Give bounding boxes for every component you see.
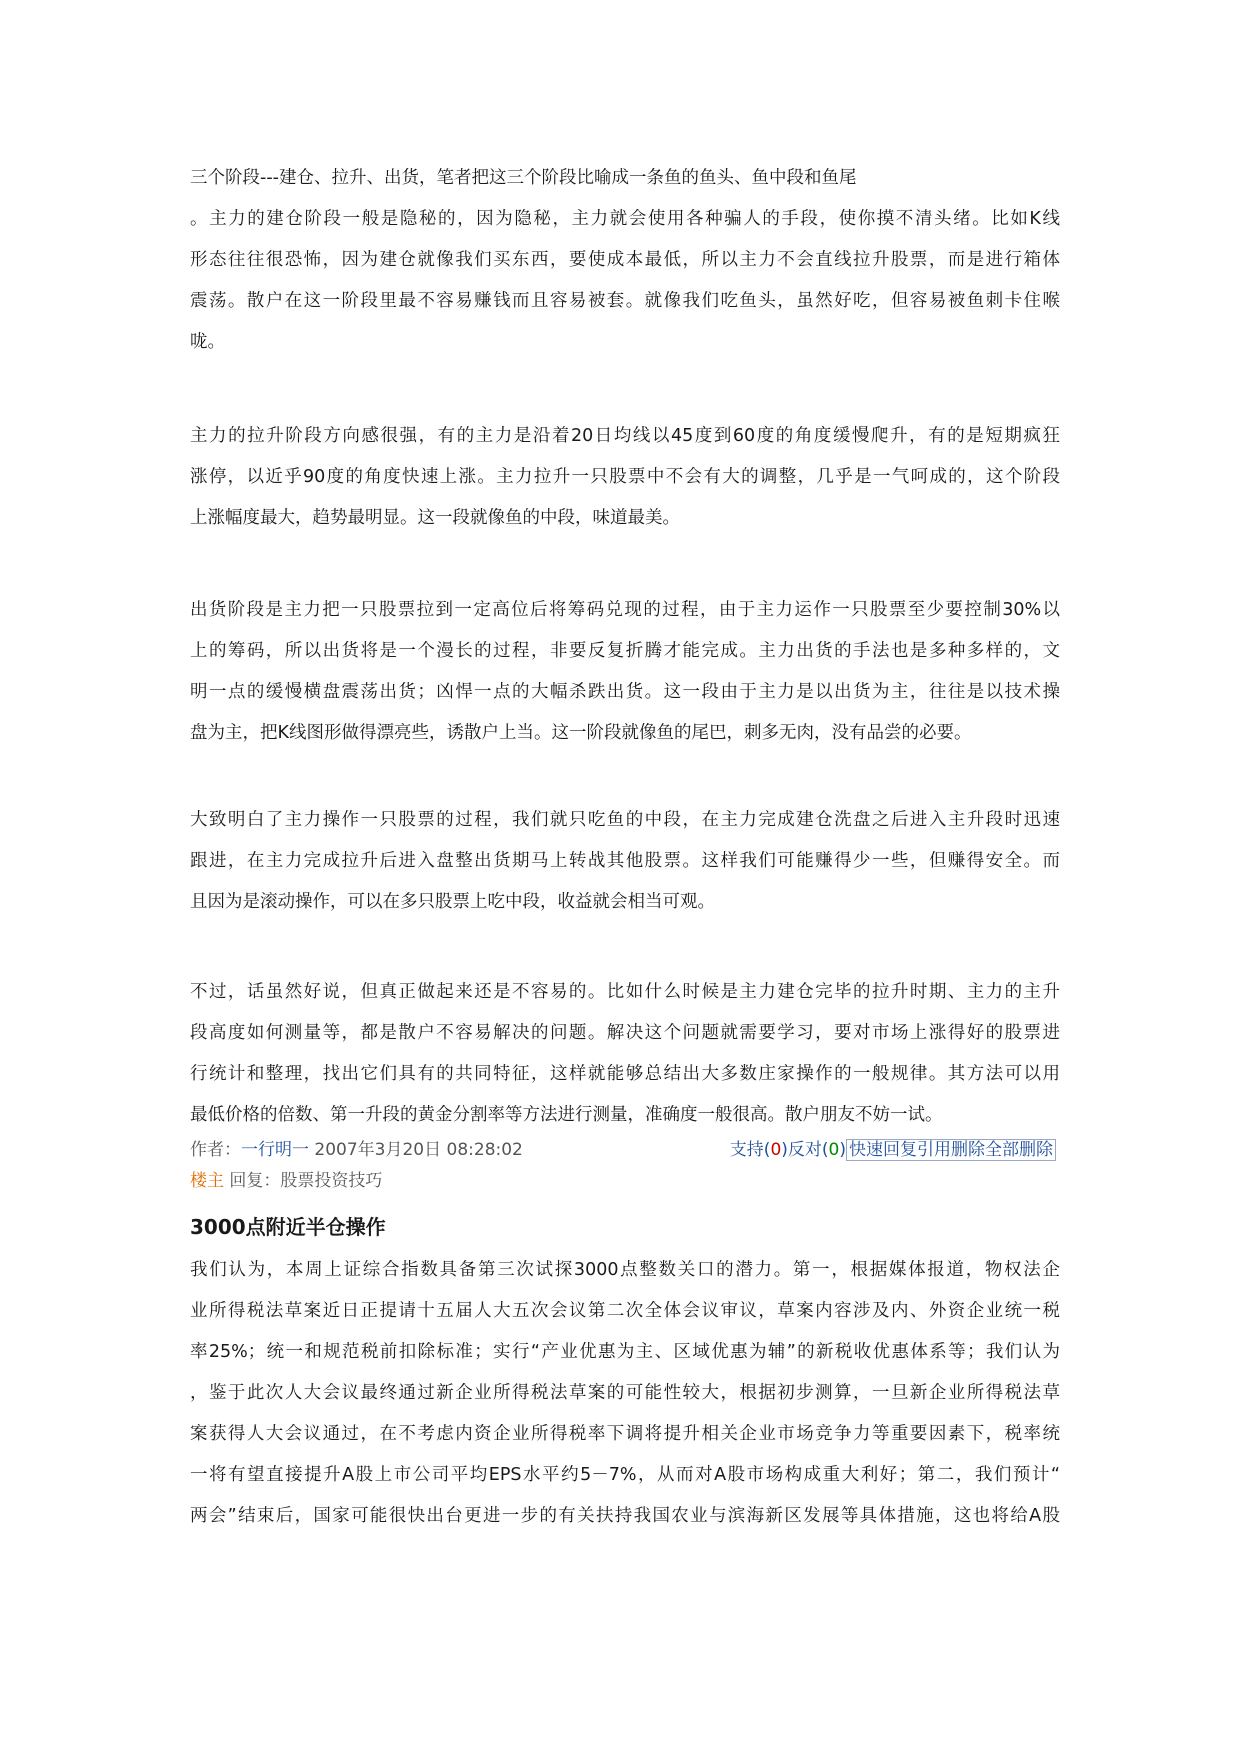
paragraph-conclusion bbox=[190, 972, 1060, 1136]
text-line: 业所得税法草案近日正提请十五届人大五次会议第二次全体会议审议，草案内容涉及内、外资企业统一税 bbox=[190, 1301, 1060, 1321]
quick-reply-link[interactable]: 快速回复 bbox=[849, 1140, 917, 1160]
text-line: 大致明白了主力操作一只股票的过程，我们就只吃鱼的中段，在主力完成建仓洗盘之后进入主升段时迅速 bbox=[190, 810, 1060, 830]
section-title: 3000点附近半仓操作 bbox=[190, 1215, 386, 1239]
text-line: 震荡。散户在这一阶段里最不容易赚钱而且容易被套。就像我们吃鱼头，虽然好吃，但容易被鱼刺卡住喉 bbox=[190, 291, 1060, 311]
reply-line bbox=[190, 1167, 1060, 1195]
reply-title: 回复：股票投资技巧 bbox=[224, 1171, 383, 1191]
post-action-buttons bbox=[846, 1139, 1056, 1161]
floor-label: 楼主 bbox=[190, 1171, 224, 1191]
text-line: 率25%；统一和规范税前扣除标准；实行“产业优惠为主、区域优惠为辅”的新税收优惠体系等；我们认为 bbox=[190, 1342, 1060, 1362]
text-line: 行统计和整理，找出它们具有的共同特征，这样就能够总结出大多数庄家操作的一般规律。其方法可以用 bbox=[190, 1064, 1060, 1084]
paragraph-strategy bbox=[190, 800, 1060, 923]
support-link[interactable]: 支持( bbox=[729, 1140, 771, 1160]
text-line: 我们认为，本周上证综合指数具备第三次试探3000点整数关口的潜力。第一，根据媒体报道，物权法企 bbox=[190, 1260, 1060, 1280]
post-actions bbox=[730, 1136, 1056, 1164]
author-link[interactable]: 一行明一 bbox=[241, 1140, 309, 1160]
quote-link[interactable]: 引用 bbox=[917, 1140, 951, 1160]
text-line: 且因为是滚动操作，可以在多只股票上吃中段，收益就会相当可观。 bbox=[190, 892, 715, 912]
text-line: 形态往往很恐怖，因为建仓就像我们买东西，要使成本最低，所以主力不会直线拉升股票，而是进行箱体 bbox=[190, 250, 1060, 270]
support-count: 0 bbox=[770, 1140, 782, 1160]
section-body bbox=[190, 1250, 1060, 1537]
text-line: 上涨幅度最大，趋势最明显。这一段就像鱼的中段，味道最美。 bbox=[190, 508, 680, 528]
text-line: 主力的拉升阶段方向感很强，有的主力是沿着20日均线以45度到60度的角度缓慢爬升，有的是短期疯狂 bbox=[190, 426, 1060, 446]
text-line: 咙。 bbox=[190, 332, 225, 352]
text-line: ，鉴于此次人大会议最终通过新企业所得税法草案的可能性较大，根据初步测算，一旦新企业所得税法草 bbox=[190, 1383, 1060, 1403]
oppose-link[interactable]: )反对( bbox=[781, 1140, 829, 1160]
post-meta-bar bbox=[190, 1136, 1060, 1164]
text-line: 。主力的建仓阶段一般是隐秘的，因为隐秘，主力就会使用各种骗人的手段，使你摸不清头绪。比如K线 bbox=[190, 209, 1060, 229]
author-label: 作者： bbox=[190, 1140, 241, 1160]
text-line: 三个阶段---建仓、拉升、出货，笔者把这三个阶段比喻成一条鱼的鱼头、鱼中段和鱼尾 bbox=[190, 168, 857, 188]
paragraph-rise-phase bbox=[190, 416, 1060, 539]
text-line: 案获得人大会议通过，在不考虑内资企业所得税率下调将提升相关企业市场竞争力等重要因素下，税率统 bbox=[190, 1424, 1060, 1444]
post-datetime: 2007年3月20日 08:28:02 bbox=[314, 1140, 523, 1160]
text-line: 两会”结束后，国家可能很快出台更进一步的有关扶持我国农业与滨海新区发展等具体措施，这也将给A股 bbox=[190, 1506, 1060, 1526]
delete-all-link[interactable]: 全部删除 bbox=[985, 1140, 1053, 1160]
text-line: 明一点的缓慢横盘震荡出货；凶悍一点的大幅杀跌出货。这一段由于主力是以出货为主，往往是以技术操 bbox=[190, 682, 1060, 702]
text-line: 上的筹码，所以出货将是一个漫长的过程，非要反复折腾才能完成。主力出货的手法也是多种多样的，文 bbox=[190, 641, 1060, 661]
close-paren: ) bbox=[839, 1140, 846, 1160]
paragraph-sell-phase bbox=[190, 590, 1060, 754]
text-line: 跟进，在主力完成拉升后进入盘整出货期马上转战其他股票。这样我们可能赚得少一些，但赚得安全。而 bbox=[190, 851, 1060, 871]
delete-link[interactable]: 删除 bbox=[951, 1140, 985, 1160]
oppose-count: 0 bbox=[828, 1140, 840, 1160]
text-line: 一将有望直接提升A股上市公司平均EPS水平约5－7%，从而对A股市场构成重大利好；第二，我们预计“ bbox=[190, 1465, 1060, 1485]
text-line: 不过，话虽然好说，但真正做起来还是不容易的。比如什么时候是主力建仓完毕的拉升时期、主力的主升 bbox=[190, 982, 1060, 1002]
text-line: 盘为主，把K线图形做得漂亮些，诱散户上当。这一阶段就像鱼的尾巴，刺多无肉，没有品尝的必要。 bbox=[190, 723, 972, 743]
text-line: 最低价格的倍数、第一升段的黄金分割率等方法进行测量，准确度一般很高。散户朋友不妨一试。 bbox=[190, 1105, 943, 1125]
text-line: 出货阶段是主力把一只股票拉到一定高位后将筹码兑现的过程，由于主力运作一只股票至少要控制30%以 bbox=[190, 600, 1060, 620]
paragraph-build-phase bbox=[190, 158, 1060, 363]
text-line: 段高度如何测量等，都是散户不容易解决的问题。解决这个问题就需要学习，要对市场上涨得好的股票进 bbox=[190, 1023, 1060, 1043]
text-line: 涨停，以近乎90度的角度快速上涨。主力拉升一只股票中不会有大的调整，几乎是一气呵成的，这个阶段 bbox=[190, 467, 1060, 487]
